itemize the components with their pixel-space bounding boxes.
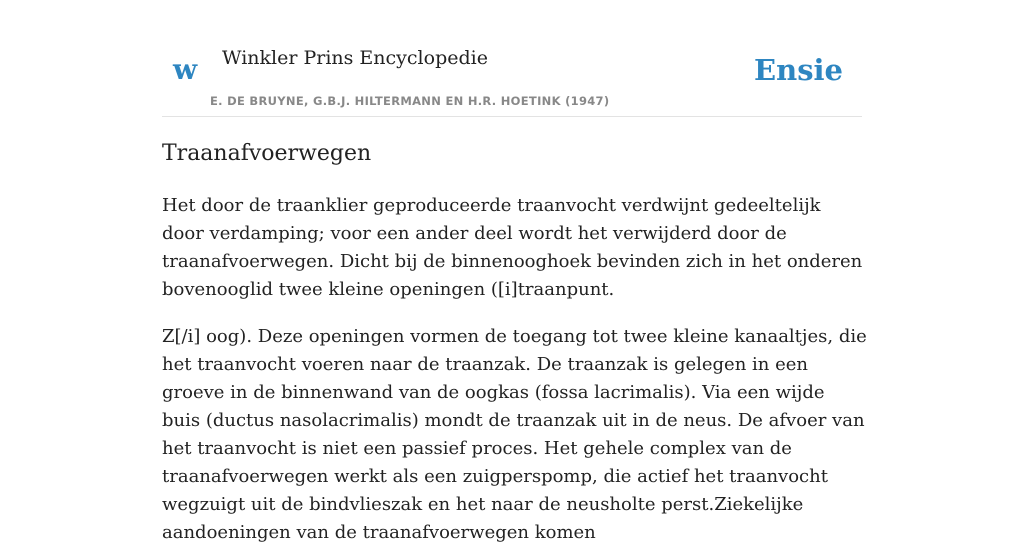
site-title[interactable]: Winkler Prins Encyclopedie — [222, 47, 488, 69]
article-paragraph-1: Het door de traanklier geproduceerde traanvocht verdwijnt gedeeltelijk door verdamping; voor een ander deel wordt het verwijderd door de traanafvoerwegen. Dicht bij de binnenooghoek bevinden zich in het onderen bovenooglid twee kleine openingen ([i]traanpunt. — [162, 195, 863, 300]
article — [162, 138, 867, 547]
authors-line: E. DE BRUYNE, G.B.J. HILTERMANN EN H.R. HOETINK (1947) — [210, 94, 610, 108]
brand-logo[interactable]: Ensie — [754, 53, 843, 87]
logo-icon[interactable]: w — [173, 53, 198, 86]
site-header — [162, 0, 862, 117]
article-paragraph-2: Z[/i] oog). Deze openingen vormen de toegang tot twee kleine kanaaltjes, die het traanvocht voeren naar de traanzak. De traanzak is gelegen in een groeve in de binnenwand van de oogkas (fossa lacrimalis). Via een wijde buis (ductus nasolacrimalis) mondt de traanzak uit in de neus. De afvoer van het traanvocht is niet een passief proces. Het gehele complex van de traanafvoerwegen werkt als een zuigperspomp, die actief het traanvocht wegzuigt uit de bindvlieszak en het naar de neusholte perst.Ziekelijke aandoeningen van de traanafvoerwegen komen — [162, 326, 867, 543]
article-title: Traanafvoerwegen — [162, 141, 372, 166]
